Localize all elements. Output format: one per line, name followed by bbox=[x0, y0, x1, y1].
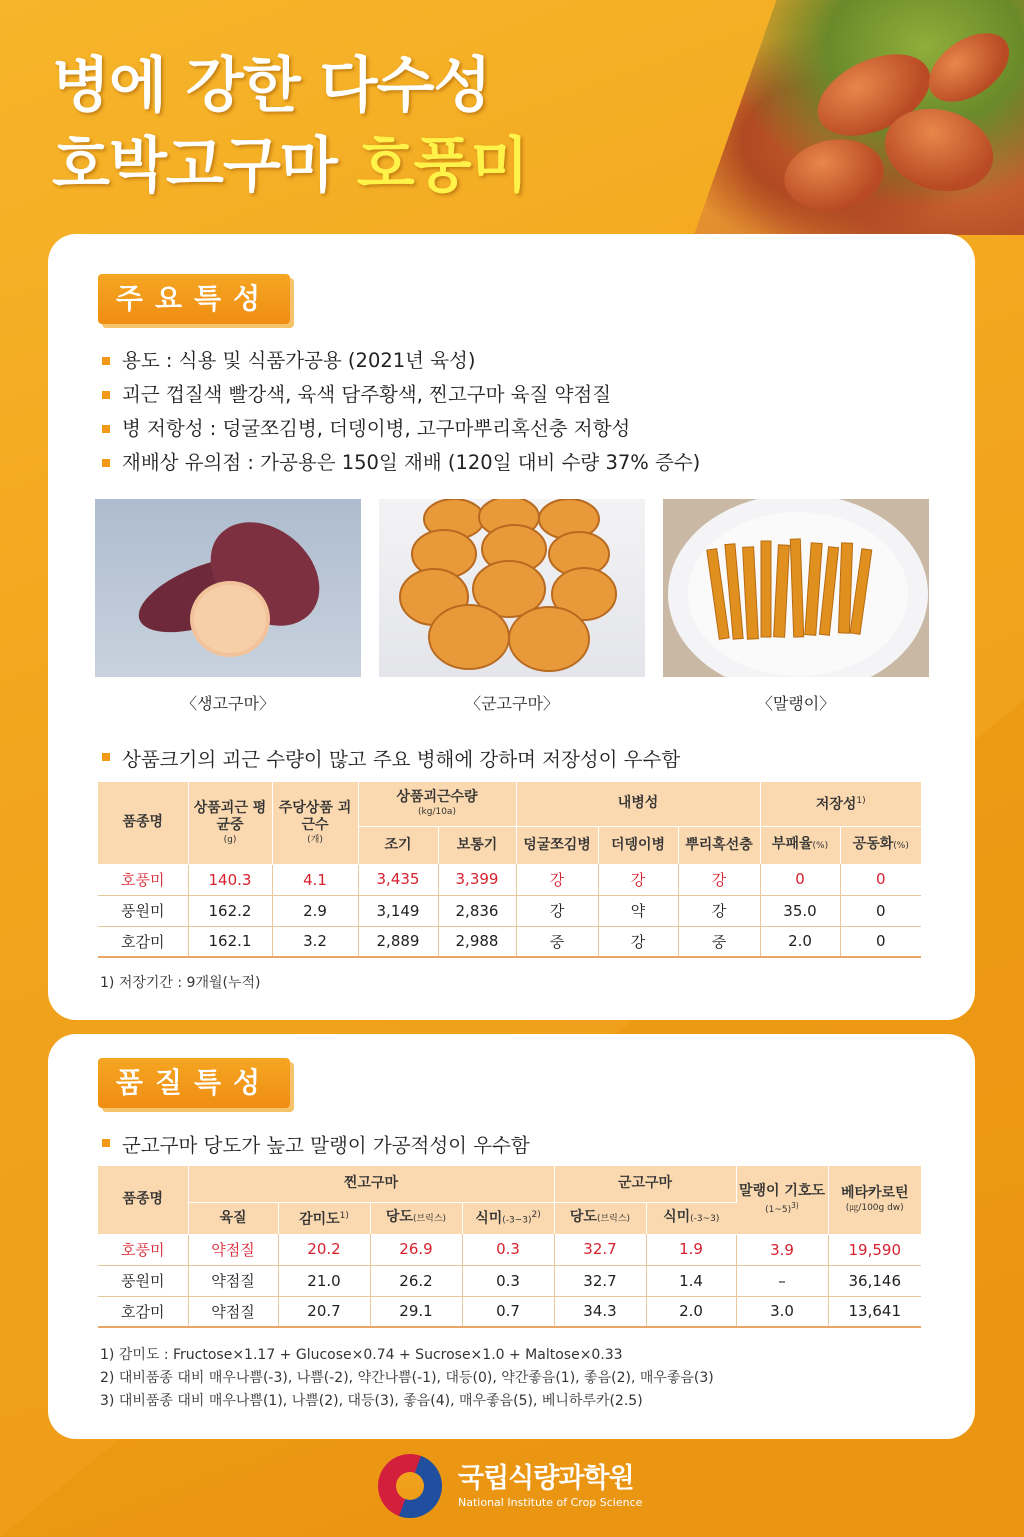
col-header-nematode: 뿌리혹선충 bbox=[678, 826, 760, 864]
list-item: 병 저항성 : 덩굴쪼김병, 더뎅이병, 고구마뿌리혹선충 저항성 bbox=[100, 412, 700, 446]
table-cell: 약 bbox=[598, 895, 678, 926]
photo-raw-sweet-potato bbox=[95, 499, 361, 677]
table-cell: 2,988 bbox=[438, 926, 516, 957]
quality-footnotes bbox=[100, 1344, 714, 1413]
col-header-taste-roasted: 식미(-3~3) bbox=[646, 1202, 736, 1234]
table-cell: 중 bbox=[678, 926, 760, 957]
photo-dried-sweet-potato bbox=[663, 499, 929, 677]
col-header-count: 주당상품 괴근수 (개) bbox=[272, 782, 358, 864]
col-header-roasted: 군고구마 bbox=[554, 1166, 736, 1202]
list-item: 괴근 껍질색 빨강색, 육색 담주황색, 찐고구마 육질 약점질 bbox=[100, 378, 700, 412]
main-characteristics-panel bbox=[48, 234, 975, 1020]
col-header-taste: 식미(-3~3)$^{2)}$ bbox=[462, 1202, 554, 1234]
footnote: 2) 대비품종 대비 매우나쁨(-3), 나쁨(-2), 약간나쁨(-1), 대등(0), 약간좋음(1), 좋음(2), 매우좋음(3) bbox=[100, 1370, 714, 1386]
table-cell: 2,836 bbox=[438, 895, 516, 926]
title-line-2 bbox=[52, 126, 528, 206]
table-cell: 20.7 bbox=[278, 1296, 370, 1327]
col-header-sweetness: 감미도$^{1)}$ bbox=[278, 1202, 370, 1234]
table-cell: 강 bbox=[678, 895, 760, 926]
table-cell: 32.7 bbox=[554, 1234, 646, 1265]
table-cell: 21.0 bbox=[278, 1265, 370, 1296]
yield-summary: 상품크기의 괴근 수량이 많고 주요 병해에 강하며 저장성이 우수함 bbox=[100, 744, 680, 772]
table-cell: 약점질 bbox=[188, 1296, 278, 1327]
title-variety-name: 호풍미 bbox=[356, 131, 528, 201]
table-cell: 1.9 bbox=[646, 1234, 736, 1265]
table-cell: 4.1 bbox=[272, 864, 358, 895]
table-cell: 2,889 bbox=[358, 926, 438, 957]
table-cell: 0 bbox=[840, 895, 921, 926]
table-cell: 호풍미 bbox=[98, 864, 188, 895]
photo-caption: 〈말랭이〉 bbox=[756, 694, 836, 713]
col-header-carotene: 베타카로틴 (㎍/100g dw) bbox=[828, 1166, 921, 1234]
table-cell: 0 bbox=[840, 864, 921, 895]
table-cell: 162.2 bbox=[188, 895, 272, 926]
table-cell: 3.2 bbox=[272, 926, 358, 957]
col-header-brix-roasted: 당도(브릭스) bbox=[554, 1202, 646, 1234]
table-cell: 3,399 bbox=[438, 864, 516, 895]
table-cell: 강 bbox=[678, 864, 760, 895]
table-cell: 호풍미 bbox=[98, 1234, 188, 1265]
table-cell: 호감미 bbox=[98, 926, 188, 957]
section-tag-main: 주요특성 bbox=[98, 274, 290, 324]
org-name: 국립식량과학원 bbox=[458, 1463, 634, 1494]
table-cell: 26.2 bbox=[370, 1265, 462, 1296]
col-header-storage: 저장성$^{1)}$ bbox=[760, 782, 921, 826]
quality-table bbox=[98, 1166, 921, 1328]
table-row bbox=[98, 1234, 921, 1265]
table-cell: 강 bbox=[598, 926, 678, 957]
table-cell: 1.4 bbox=[646, 1265, 736, 1296]
table-cell: 중 bbox=[516, 926, 598, 957]
table-cell: 162.1 bbox=[188, 926, 272, 957]
title-line-1: 병에 강한 다수성 bbox=[52, 51, 491, 121]
col-header-variety: 품종명 bbox=[98, 1166, 188, 1234]
table-cell: 20.2 bbox=[278, 1234, 370, 1265]
col-header-weight: 상품괴근 평균중 (g) bbox=[188, 782, 272, 864]
table-cell: 0 bbox=[840, 926, 921, 957]
col-header-normal: 보통기 bbox=[438, 826, 516, 864]
taegeuk-logo-icon bbox=[378, 1454, 442, 1518]
table-cell: 강 bbox=[516, 895, 598, 926]
col-header-fusarium: 덩굴쪼김병 bbox=[516, 826, 598, 864]
table-cell: 19,590 bbox=[828, 1234, 921, 1265]
photo-caption: 〈군고구마〉 bbox=[465, 694, 559, 713]
section-tag-quality: 품질특성 bbox=[98, 1058, 290, 1108]
table-cell: 36,146 bbox=[828, 1265, 921, 1296]
table-cell: 140.3 bbox=[188, 864, 272, 895]
col-header-scab: 더뎅이병 bbox=[598, 826, 678, 864]
table-cell: 풍원미 bbox=[98, 895, 188, 926]
org-logo bbox=[378, 1452, 658, 1522]
table-cell: 34.3 bbox=[554, 1296, 646, 1327]
list-item: 재배상 유의점 : 가공용은 150일 재배 (120일 대비 수량 37% 증수) bbox=[100, 446, 700, 480]
table-row bbox=[98, 926, 921, 957]
characteristics-list bbox=[100, 344, 700, 480]
table-cell: 약점질 bbox=[188, 1234, 278, 1265]
table-cell: 2.0 bbox=[760, 926, 840, 957]
photo-caption: 〈생고구마〉 bbox=[181, 694, 275, 713]
col-header-brix: 당도(브릭스) bbox=[370, 1202, 462, 1234]
table-cell: 2.9 bbox=[272, 895, 358, 926]
table-row bbox=[98, 864, 921, 895]
table-cell: 26.9 bbox=[370, 1234, 462, 1265]
col-header-texture: 육질 bbox=[188, 1202, 278, 1234]
col-header-pith: 공동화(%) bbox=[840, 826, 921, 864]
table-cell: 0.3 bbox=[462, 1265, 554, 1296]
col-header-variety: 품종명 bbox=[98, 782, 188, 864]
yield-table bbox=[98, 782, 921, 958]
col-header-steamed: 찐고구마 bbox=[188, 1166, 554, 1202]
table-cell: 29.1 bbox=[370, 1296, 462, 1327]
table-cell: 풍원미 bbox=[98, 1265, 188, 1296]
table-row bbox=[98, 1296, 921, 1327]
org-name-english: National Institute of Crop Science bbox=[458, 1496, 643, 1509]
table-cell: 강 bbox=[598, 864, 678, 895]
photo-row bbox=[95, 499, 929, 719]
table-cell: 0.7 bbox=[462, 1296, 554, 1327]
page-title bbox=[52, 46, 528, 206]
table-cell: 호감미 bbox=[98, 1296, 188, 1327]
col-header-yield: 상품괴근수량 (kg/10a) bbox=[358, 782, 516, 826]
table-cell: 2.0 bbox=[646, 1296, 736, 1327]
col-header-early: 조기 bbox=[358, 826, 438, 864]
table-cell: 3.0 bbox=[736, 1296, 828, 1327]
table-cell: 강 bbox=[516, 864, 598, 895]
storage-footnote: 1) 저장기간 : 9개월(누적) bbox=[100, 975, 261, 991]
table-cell: – bbox=[736, 1265, 828, 1296]
table-row bbox=[98, 895, 921, 926]
title-line-2-prefix: 호박고구마 bbox=[52, 131, 357, 201]
table-cell: 약점질 bbox=[188, 1265, 278, 1296]
footnote: 3) 대비품종 대비 매우나쁨(1), 나쁨(2), 대등(3), 좋음(4), 매우좋음(5), 베니하루카(2.5) bbox=[100, 1393, 643, 1409]
table-cell: 0.3 bbox=[462, 1234, 554, 1265]
table-cell: 3,435 bbox=[358, 864, 438, 895]
table-cell: 32.7 bbox=[554, 1265, 646, 1296]
table-cell: 35.0 bbox=[760, 895, 840, 926]
list-item: 용도 : 식용 및 식품가공용 (2021년 육성) bbox=[100, 344, 700, 378]
quality-characteristics-panel bbox=[48, 1034, 975, 1439]
table-row bbox=[98, 1265, 921, 1296]
col-header-dried-preference: 말랭이 기호도 (1~5)$^{3)}$ bbox=[736, 1166, 828, 1234]
table-cell: 13,641 bbox=[828, 1296, 921, 1327]
table-cell: 0 bbox=[760, 864, 840, 895]
table-cell: 3,149 bbox=[358, 895, 438, 926]
quality-summary: 군고구마 당도가 높고 말랭이 가공적성이 우수함 bbox=[100, 1130, 530, 1158]
col-header-rot: 부패율(%) bbox=[760, 826, 840, 864]
col-header-resistance: 내병성 bbox=[516, 782, 760, 826]
footnote: 1) 감미도 : Fructose×1.17 + Glucose×0.74 + Sucrose×1.0 + Maltose×0.33 bbox=[100, 1347, 623, 1363]
photo-roasted-sweet-potato bbox=[379, 499, 645, 677]
table-cell: 3.9 bbox=[736, 1234, 828, 1265]
